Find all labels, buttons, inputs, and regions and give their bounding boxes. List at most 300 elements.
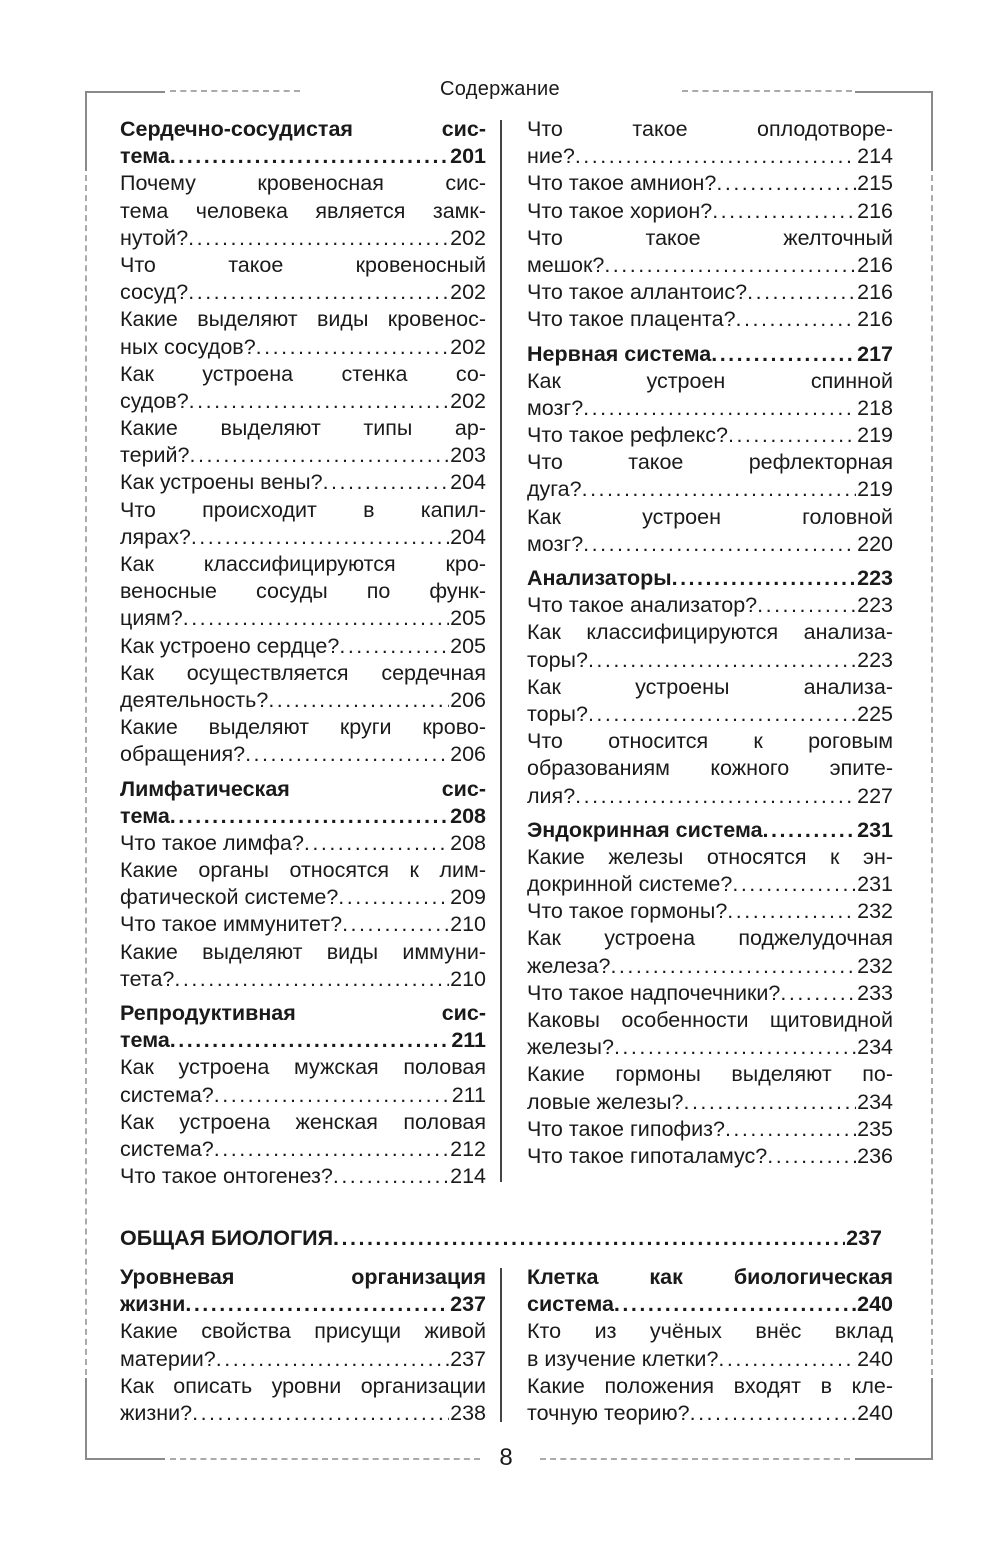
- leader-dots: [256, 334, 449, 361]
- entry-text: Нервная система: [527, 341, 712, 366]
- entry-last-line: [527, 1346, 893, 1373]
- entry-page: 219: [857, 423, 893, 448]
- entry-page: 210: [450, 966, 486, 991]
- section-heading[interactable]: [120, 1264, 486, 1318]
- section-entries: [120, 1318, 486, 1427]
- toc-entry[interactable]: [527, 170, 893, 197]
- leader-dots: [214, 1082, 451, 1109]
- toc-entry[interactable]: [120, 1163, 486, 1190]
- entry-last-line: [527, 701, 893, 728]
- toc-entry[interactable]: [120, 415, 486, 469]
- entry-text: материи?: [120, 1346, 216, 1371]
- leader-dots: [333, 1224, 845, 1252]
- toc-entry[interactable]: [120, 633, 486, 660]
- entry-page: 205: [450, 633, 486, 658]
- entry-text: Анализаторы: [527, 566, 672, 590]
- toc-entry[interactable]: [120, 1373, 486, 1427]
- leader-dots: [170, 1027, 451, 1054]
- entry-text: докринной системе?: [527, 872, 733, 897]
- toc-entry[interactable]: [527, 1318, 893, 1372]
- page-number: 8: [499, 1444, 513, 1471]
- entry-last-line: [527, 1089, 893, 1116]
- entry-text: жизни?: [120, 1400, 193, 1425]
- entry-page: 209: [450, 885, 486, 910]
- section-heading[interactable]: [120, 116, 486, 170]
- entry-last-line: [527, 395, 893, 422]
- entry-page: 202: [450, 280, 486, 305]
- toc-entry[interactable]: [120, 1109, 486, 1163]
- entry-text: Что такое плацента?: [527, 307, 736, 332]
- toc-entry[interactable]: [527, 674, 893, 728]
- toc-entry[interactable]: [120, 551, 486, 633]
- entry-line: Что такое рефлекторная: [527, 450, 893, 475]
- toc-entry[interactable]: [527, 225, 893, 279]
- entry-page: 240: [857, 1400, 893, 1425]
- entry-text: ловые железы?: [527, 1089, 684, 1114]
- entry-page: 240: [857, 1346, 893, 1371]
- toc-entry[interactable]: [527, 279, 893, 306]
- entry-text: торы?: [527, 701, 588, 726]
- leader-dots: [711, 341, 856, 368]
- entry-line: Какие выделяют виды иммуни-: [120, 939, 486, 964]
- entry-line: образованиям кожного эпите-: [527, 756, 893, 781]
- leader-dots: [614, 1034, 856, 1061]
- section-entries: [120, 1054, 486, 1190]
- entry-text: ных сосудов?: [120, 334, 256, 359]
- entry-page: 214: [857, 144, 893, 169]
- entry-last-line: [120, 687, 486, 714]
- entry-page: 220: [857, 531, 893, 556]
- entry-text: судов?: [120, 388, 189, 413]
- entry-last-line: [120, 334, 486, 361]
- entry-last-line: [527, 783, 893, 810]
- entry-page: 225: [857, 701, 893, 726]
- entry-line: Как описать уровни организации: [120, 1373, 486, 1398]
- entry-page: 237: [450, 1346, 486, 1371]
- column-divider-top: [500, 120, 502, 1182]
- toc-entry[interactable]: [527, 1143, 893, 1170]
- leader-dots: [183, 605, 449, 632]
- entry-page: 232: [857, 953, 893, 978]
- section-entries: [527, 368, 893, 558]
- leader-dots: [712, 198, 856, 225]
- entry-text: система?: [120, 1082, 214, 1107]
- toc-entry[interactable]: [120, 361, 486, 415]
- section-heading[interactable]: [527, 1264, 893, 1318]
- entry-last-line: [527, 198, 893, 225]
- toc-entry[interactable]: [527, 1373, 893, 1427]
- toc-entry[interactable]: [527, 368, 893, 422]
- entry-line: Какие положения входят в кле-: [527, 1373, 893, 1398]
- entry-line: Каковы особенности щитовидной: [527, 1008, 893, 1032]
- toc-section: [527, 817, 893, 1170]
- frame-left-dash: [85, 175, 87, 1375]
- entry-line: Какие гормоны выделяют по-: [527, 1062, 893, 1087]
- entry-page: 206: [450, 687, 486, 712]
- entry-page: 203: [450, 443, 486, 468]
- entry-text: циям?: [120, 606, 183, 631]
- leader-dots: [683, 1089, 856, 1116]
- entry-last-line: [120, 279, 486, 306]
- section-heading-last-line: [120, 143, 486, 170]
- section-entries: [527, 592, 893, 810]
- entry-last-line: [527, 306, 893, 333]
- entry-line: Какие свойства присущи живой: [120, 1319, 486, 1344]
- entry-page: 223: [857, 593, 893, 618]
- toc-entry[interactable]: [527, 980, 893, 1007]
- entry-page: 204: [450, 524, 486, 549]
- leader-dots: [725, 1116, 856, 1143]
- entry-line: Какие выделяют типы ар-: [120, 416, 486, 441]
- toc-entry[interactable]: [527, 1116, 893, 1143]
- entry-line: Какие органы относятся к лим-: [120, 858, 486, 883]
- entry-text: Что такое надпочечники?: [527, 980, 781, 1005]
- section-heading[interactable]: [527, 341, 893, 368]
- leader-dots: [757, 592, 856, 619]
- entry-last-line: [120, 225, 486, 252]
- entry-text: мозг?: [527, 395, 584, 420]
- entry-last-line: [527, 279, 893, 306]
- entry-line: Почему кровеносная сис-: [120, 171, 486, 196]
- entry-text: тема: [120, 803, 170, 828]
- toc-section: [120, 1264, 486, 1427]
- entry-page: 223: [857, 566, 893, 590]
- toc-section: [120, 1000, 486, 1190]
- entry-page: 215: [857, 171, 893, 196]
- entry-page: 227: [857, 783, 893, 808]
- entry-last-line: [120, 1163, 486, 1190]
- leader-dots: [339, 633, 449, 660]
- entry-page: 223: [857, 647, 893, 672]
- entry-text: в изучение клетки?: [527, 1346, 719, 1371]
- toc-entry[interactable]: [527, 1061, 893, 1115]
- entry-last-line: [527, 953, 893, 980]
- frame-right-dash: [931, 175, 933, 1375]
- entry-line: Что такое кровеносный: [120, 252, 486, 277]
- leader-dots: [192, 1400, 449, 1427]
- entry-text: железы?: [527, 1035, 614, 1060]
- entry-line: Как устроены анализа-: [527, 674, 893, 699]
- entry-page: 217: [857, 341, 893, 366]
- leader-dots: [323, 469, 450, 496]
- toc-entry[interactable]: [527, 198, 893, 225]
- entry-last-line: [120, 1136, 486, 1163]
- entry-line: тема человека является замк-: [120, 198, 486, 223]
- entry-last-line: [120, 1082, 486, 1109]
- entry-last-line: [120, 884, 486, 911]
- entry-last-line: [527, 170, 893, 197]
- entry-last-line: [527, 143, 893, 170]
- section-heading-last-line: [527, 1291, 893, 1318]
- leader-dots: [614, 1291, 856, 1318]
- section-heading[interactable]: [527, 817, 893, 844]
- section-heading-line: Клетка как биологическая: [527, 1265, 893, 1289]
- entry-last-line: [120, 911, 486, 938]
- leader-dots: [342, 911, 449, 938]
- toc-entry[interactable]: [120, 939, 486, 993]
- toc-entry[interactable]: [527, 1007, 893, 1061]
- frame-right-top: [931, 91, 933, 171]
- leader-dots: [588, 701, 856, 728]
- entry-last-line: [527, 980, 893, 1007]
- entry-page: 205: [450, 606, 486, 631]
- toc-entry[interactable]: [120, 497, 486, 551]
- entry-text: Что такое иммунитет?: [120, 912, 343, 937]
- section-heading-last-line: [527, 565, 893, 592]
- page-title: Содержание: [440, 78, 560, 100]
- section-heading-line: Уровневая организация: [120, 1265, 486, 1289]
- entry-last-line: [527, 252, 893, 279]
- entry-page: 236: [857, 1143, 893, 1168]
- toc-entry[interactable]: [527, 728, 893, 810]
- toc-entry[interactable]: [527, 898, 893, 925]
- entry-page: 234: [857, 1035, 893, 1060]
- leader-dots: [582, 476, 857, 503]
- entry-text: лярах?: [120, 524, 191, 549]
- entry-text: деятельность?: [120, 687, 269, 712]
- section-heading-last-line: [527, 341, 893, 368]
- toc-entry[interactable]: [527, 116, 893, 170]
- entry-line: Как классифицируются анализа-: [527, 620, 893, 645]
- entry-text: Что такое гипоталамус?: [527, 1143, 768, 1168]
- entry-page: 202: [450, 388, 486, 413]
- entry-last-line: [120, 469, 486, 496]
- entry-page: 233: [857, 980, 893, 1005]
- leader-dots: [189, 388, 449, 415]
- leader-dots: [188, 225, 449, 252]
- leader-dots: [747, 279, 856, 306]
- entry-page: 235: [857, 1116, 893, 1141]
- entry-last-line: [120, 633, 486, 660]
- entry-line: веносные сосуды по функ-: [120, 579, 486, 604]
- bottom-right-column: [527, 1264, 893, 1427]
- toc-section: [527, 116, 893, 334]
- entry-text: тема: [120, 1028, 170, 1053]
- leader-dots: [170, 143, 449, 170]
- leader-dots: [216, 1346, 449, 1373]
- left-column: [120, 116, 486, 1190]
- entry-text: Что такое хорион?: [527, 198, 713, 223]
- toc-entry[interactable]: [120, 469, 486, 496]
- toc-entry[interactable]: [527, 844, 893, 898]
- section-entries: [527, 116, 893, 334]
- entry-text: Что такое анализатор?: [527, 593, 758, 618]
- toc-entry[interactable]: [120, 830, 486, 857]
- entry-page: 202: [450, 225, 486, 250]
- entry-line: Какие выделяют круги крово-: [120, 715, 486, 740]
- entry-text: мозг?: [527, 531, 584, 556]
- entry-page: 216: [857, 307, 893, 332]
- entry-page: 201: [450, 144, 486, 169]
- toc-entry[interactable]: [527, 306, 893, 333]
- leader-dots: [736, 306, 857, 333]
- toc-section: [527, 341, 893, 559]
- leader-dots: [190, 442, 450, 469]
- entry-line: Какие железы относятся к эн-: [527, 844, 893, 869]
- entry-page: 231: [857, 817, 893, 842]
- leader-dots: [718, 1346, 856, 1373]
- leader-dots: [575, 143, 856, 170]
- leader-dots: [170, 803, 449, 830]
- leader-dots: [763, 817, 857, 844]
- entry-line: Что относится к роговым: [527, 729, 893, 754]
- leader-dots: [727, 898, 856, 925]
- entry-last-line: [527, 1143, 893, 1170]
- entry-text: Что такое онтогенез?: [120, 1164, 333, 1189]
- right-column: [527, 116, 893, 1170]
- toc-entry[interactable]: [527, 925, 893, 979]
- general-biology-section[interactable]: [120, 1224, 882, 1252]
- entry-last-line: [527, 476, 893, 503]
- toc-entry[interactable]: [120, 857, 486, 911]
- section-heading-last-line: [120, 1291, 486, 1318]
- leader-dots: [304, 830, 449, 857]
- section-heading[interactable]: [120, 1000, 486, 1054]
- section-entries: [527, 1318, 893, 1427]
- leader-dots: [728, 422, 856, 449]
- entry-page: 219: [857, 477, 893, 502]
- entry-line: Как классифицируются кро-: [120, 552, 486, 576]
- leader-dots: [690, 1400, 857, 1427]
- toc-entry[interactable]: [527, 422, 893, 449]
- entry-last-line: [527, 1116, 893, 1143]
- entry-page: 214: [450, 1164, 486, 1189]
- section-heading-line: Сердечно-сосудистая сис-: [120, 117, 486, 141]
- section-entries: [120, 170, 486, 768]
- leader-dots: [333, 1163, 449, 1190]
- entry-last-line: [527, 898, 893, 925]
- entry-text: торы?: [527, 647, 588, 672]
- toc-section: [527, 565, 893, 810]
- entry-last-line: [527, 531, 893, 558]
- entry-text: тета?: [120, 966, 175, 991]
- leader-dots: [575, 783, 856, 810]
- entry-line: Как устроена мужская половая: [120, 1055, 486, 1080]
- entry-line: Что такое желточный: [527, 225, 893, 250]
- toc-entry[interactable]: [527, 449, 893, 503]
- entry-text: Что такое гормоны?: [527, 899, 728, 924]
- entry-page: 216: [857, 280, 893, 305]
- entry-page: 218: [857, 395, 893, 420]
- entry-text: Как устроены вены?: [120, 470, 323, 495]
- entry-page: 204: [450, 470, 486, 495]
- entry-page: 208: [450, 803, 486, 828]
- leader-dots: [338, 884, 449, 911]
- toc-entry[interactable]: [120, 1054, 486, 1108]
- toc-entry[interactable]: [120, 306, 486, 360]
- entry-text: обращения?: [120, 742, 246, 767]
- section-heading-last-line: [527, 817, 893, 844]
- entry-page: 238: [450, 1400, 486, 1425]
- entry-text: Что такое лимфа?: [120, 830, 304, 855]
- entry-last-line: [527, 422, 893, 449]
- entry-line: Что происходит в капил-: [120, 497, 486, 522]
- entry-last-line: [120, 388, 486, 415]
- toc-entry[interactable]: [120, 911, 486, 938]
- entry-text: Как устроено сердце?: [120, 633, 340, 658]
- toc-entry[interactable]: [120, 252, 486, 306]
- section-entries: [527, 844, 893, 1170]
- leader-dots: [780, 980, 856, 1007]
- entry-last-line: [120, 605, 486, 632]
- entry-last-line: [527, 592, 893, 619]
- toc-entry[interactable]: [120, 1318, 486, 1372]
- leader-dots: [191, 524, 449, 551]
- leader-dots: [188, 279, 449, 306]
- entry-page: 210: [450, 912, 486, 937]
- entry-text: Что такое гипофиз?: [527, 1116, 725, 1141]
- entry-text: нутой?: [120, 225, 189, 250]
- leader-dots: [672, 565, 857, 592]
- section-heading-line: Репродуктивная сис-: [120, 1001, 486, 1025]
- entry-line: Как устроена женская половая: [120, 1109, 486, 1134]
- leader-dots: [214, 1136, 449, 1163]
- entry-page: 211: [451, 1028, 486, 1053]
- leader-dots: [732, 871, 856, 898]
- entry-line: Как осуществляется сердечная: [120, 660, 486, 685]
- entry-last-line: [120, 442, 486, 469]
- entry-last-line: [120, 524, 486, 551]
- entry-page: 206: [450, 742, 486, 767]
- entry-text: ние?: [527, 144, 575, 169]
- entry-last-line: [120, 830, 486, 857]
- entry-page: 232: [857, 899, 893, 924]
- entry-text: Что такое амнион?: [527, 171, 717, 196]
- entry-text: сосуд?: [120, 280, 189, 305]
- toc-entry[interactable]: [120, 170, 486, 252]
- entry-text: Что такое аллантоис?: [527, 280, 748, 305]
- entry-page: 211: [451, 1082, 486, 1107]
- entry-last-line: [527, 1400, 893, 1427]
- entry-text: терий?: [120, 443, 190, 468]
- entry-page: 212: [450, 1136, 486, 1161]
- section-heading-last-line: [120, 803, 486, 830]
- toc-entry[interactable]: [527, 619, 893, 673]
- bottom-left-column: [120, 1264, 486, 1427]
- entry-page: 234: [857, 1089, 893, 1114]
- entry-line: Как устроен спинной: [527, 368, 893, 393]
- entry-page: 237: [450, 1292, 486, 1317]
- entry-last-line: [120, 1400, 486, 1427]
- toc-entry[interactable]: [120, 714, 486, 768]
- leader-dots: [716, 170, 856, 197]
- entry-text: дуга?: [527, 477, 582, 502]
- entry-page: 240: [857, 1292, 893, 1317]
- toc-entry[interactable]: [527, 592, 893, 619]
- leader-dots: [604, 252, 856, 279]
- leader-dots: [583, 531, 856, 558]
- entry-text: система?: [120, 1136, 214, 1161]
- entry-line: Кто из учёных внёс вклад: [527, 1319, 893, 1344]
- toc-entry[interactable]: [120, 660, 486, 714]
- entry-text: тема: [120, 144, 170, 169]
- section-heading[interactable]: [527, 565, 893, 592]
- section-heading-line: Лимфатическая сис-: [120, 776, 486, 801]
- section-page: 237: [846, 1226, 882, 1250]
- toc-section: [120, 116, 486, 769]
- entry-text: точную теорию?: [527, 1400, 690, 1425]
- entry-line: Что такое оплодотворе-: [527, 117, 893, 141]
- frame-left-top: [85, 91, 87, 171]
- section-heading[interactable]: [120, 776, 486, 830]
- toc-entry[interactable]: [527, 504, 893, 558]
- entry-last-line: [120, 741, 486, 768]
- leader-dots: [268, 687, 449, 714]
- entry-line: Как устроена стенка со-: [120, 361, 486, 386]
- entry-line: Как устроена поджелудочная: [527, 926, 893, 951]
- entry-text: мешок?: [527, 252, 605, 277]
- entry-page: 231: [857, 872, 893, 897]
